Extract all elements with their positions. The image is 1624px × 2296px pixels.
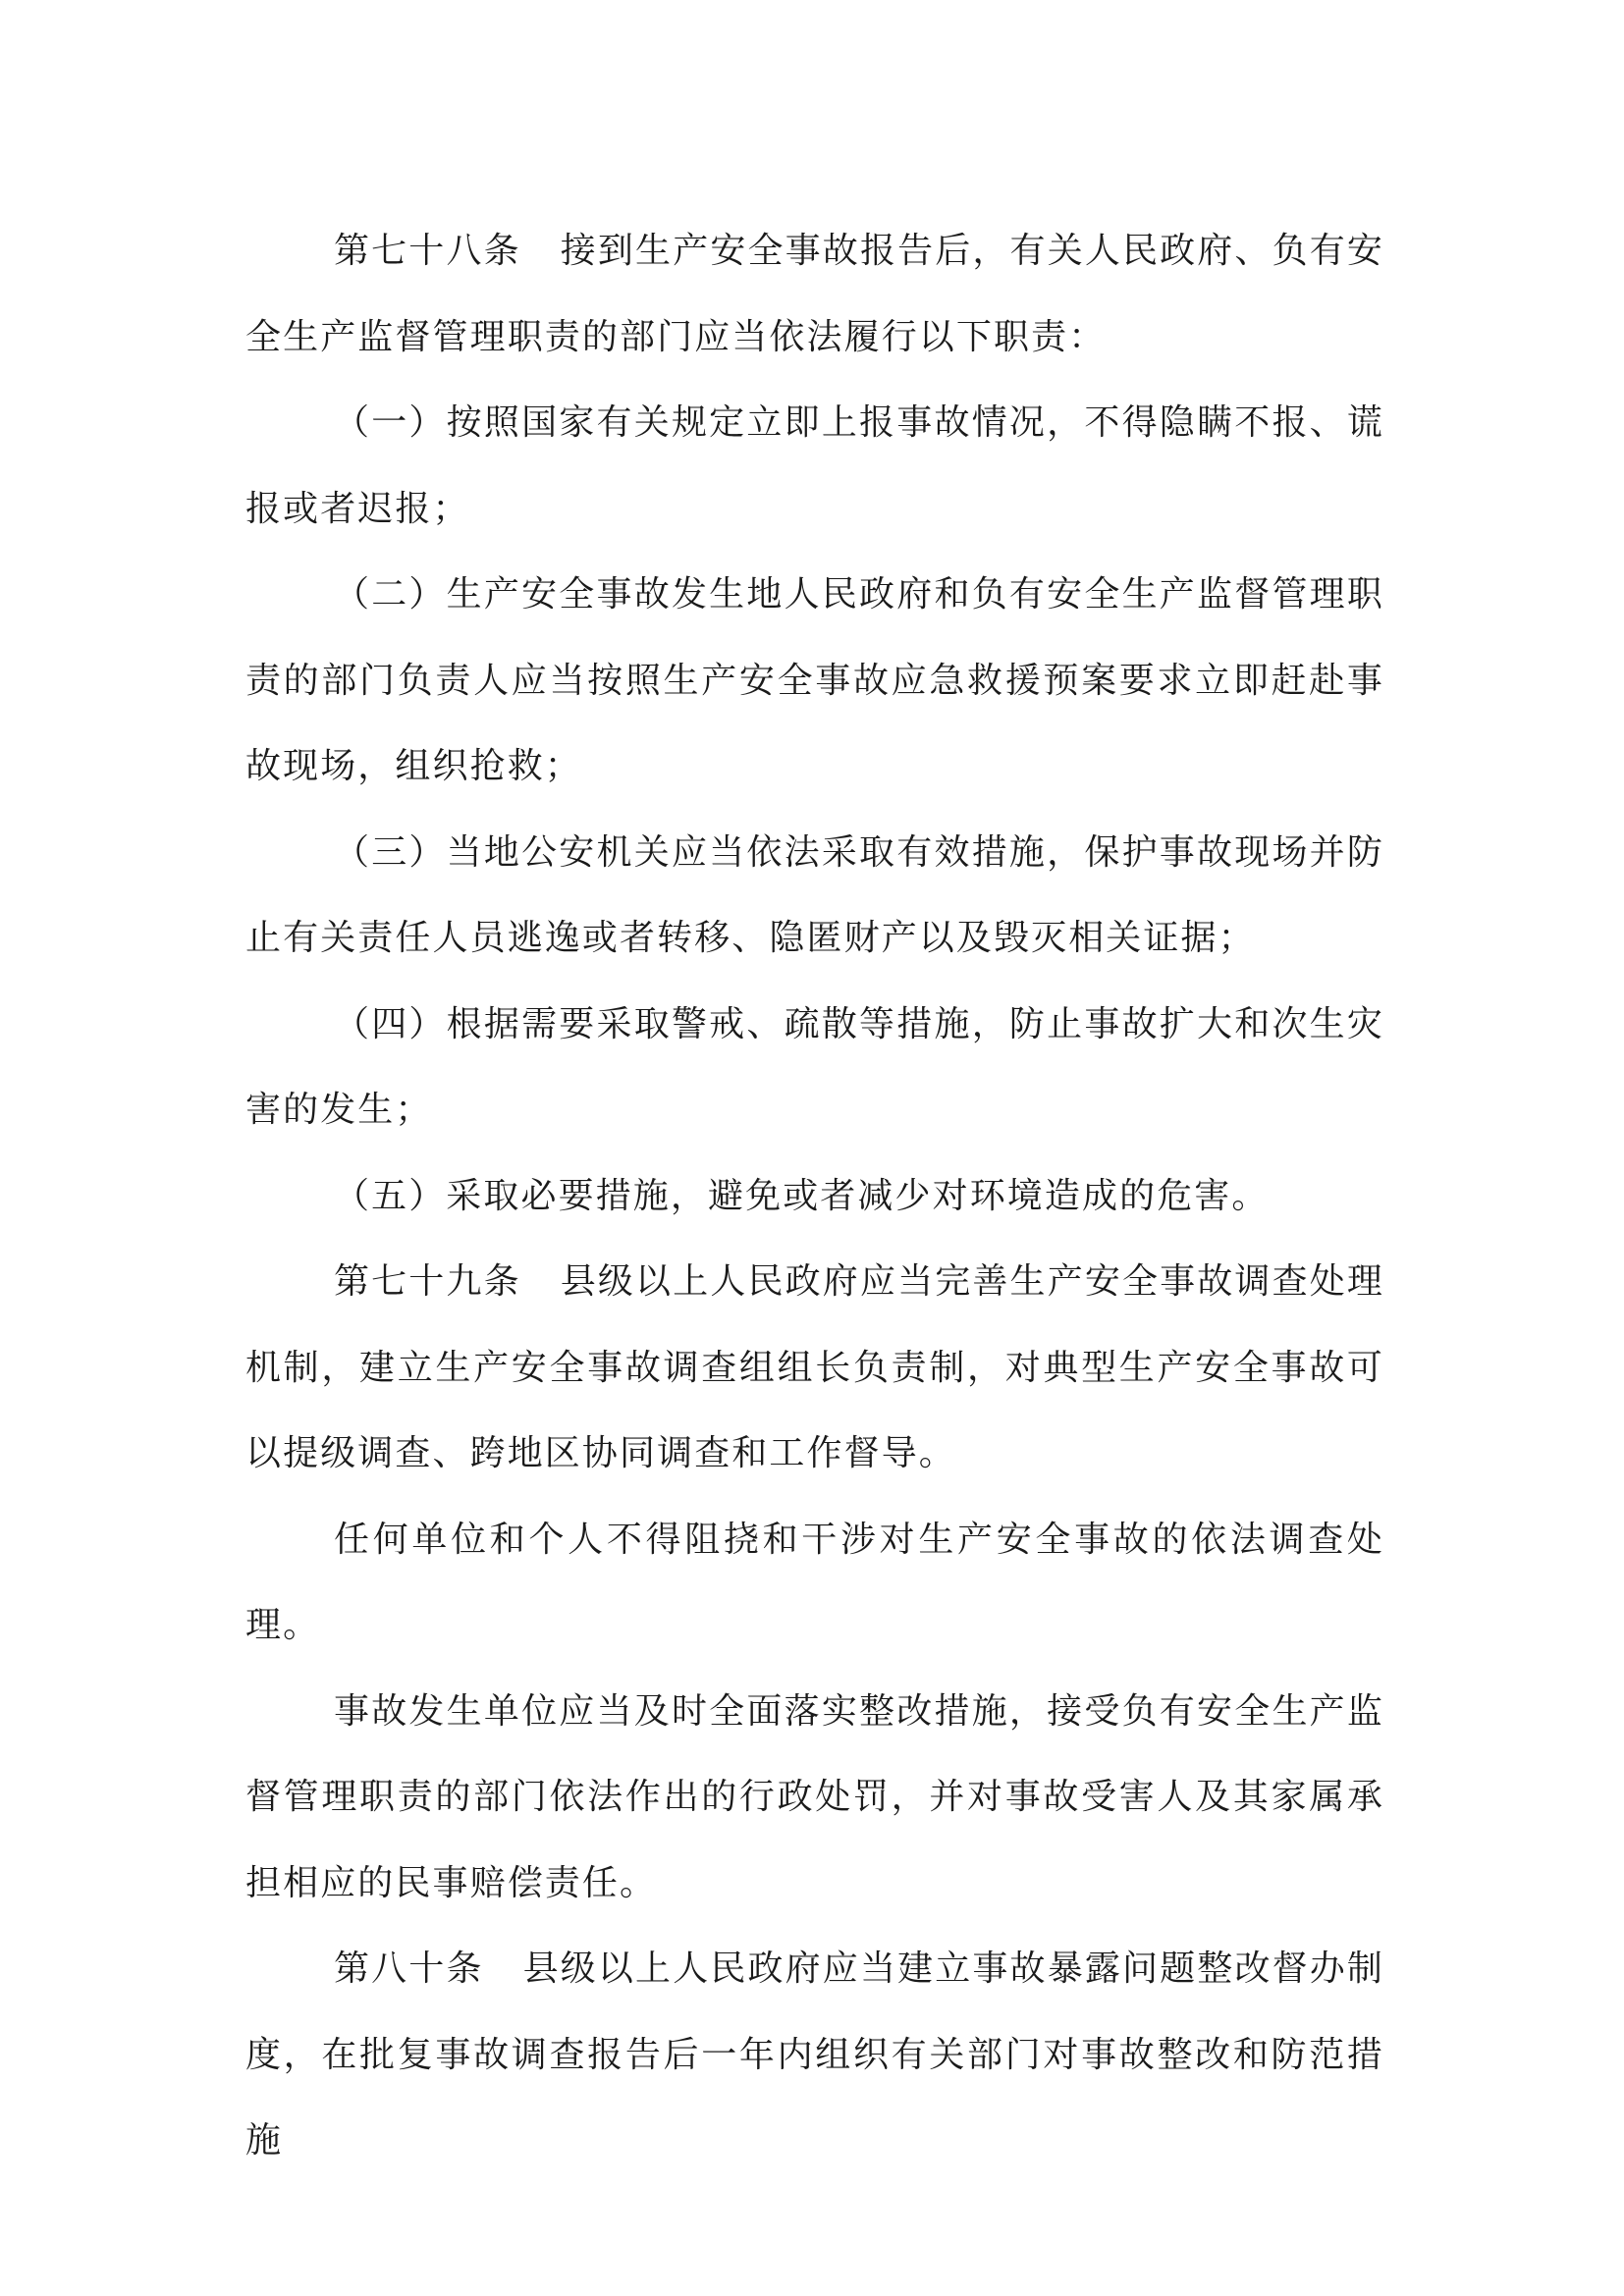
article-78-item-2 — [245, 552, 1384, 810]
paragraph-text: 县级以上人民政府应当完善生产安全事故调查处理机制，建立生产安全事故调查组组长负责制，对典型生产安全事故可以提级调查、跨地区协同调查和工作督导。 — [245, 1261, 1384, 1473]
article-number: 第七十九条 — [334, 1261, 521, 1302]
paragraph-text: （二）生产安全事故发生地人民政府和负有安全生产监督管理职责的部门负责人应当按照生产安全事故应急救援预案要求立即赶赴事故现场，组织抢救； — [245, 574, 1384, 786]
paragraph-text: （五）采取必要措施，避免或者减少对环境造成的危害。 — [334, 1175, 1270, 1216]
article-78-intro — [245, 208, 1384, 380]
paragraph-text: （一）按照国家有关规定立即上报事故情况，不得隐瞒不报、谎报或者迟报； — [245, 402, 1384, 529]
article-number: 第七十八条 — [334, 231, 521, 271]
article-79-para-2 — [245, 1497, 1384, 1669]
paragraph-text: 县级以上人民政府应当建立事故暴露问题整改督办制度，在批复事故调查报告后一年内组织有关部门对事故整改和防范措施 — [245, 1949, 1384, 2161]
article-78-item-3 — [245, 810, 1384, 982]
paragraph-text: 接到生产安全事故报告后，有关人民政府、负有安全生产监督管理职责的部门应当依法履行以下职责： — [245, 231, 1384, 357]
document-body — [245, 208, 1384, 2184]
article-80-intro — [245, 1926, 1384, 2184]
article-number: 第八十条 — [334, 1949, 484, 1989]
article-78-item-5 — [245, 1153, 1384, 1240]
article-79-para-3 — [245, 1669, 1384, 1927]
paragraph-text: 任何单位和个人不得阻挠和干涉对生产安全事故的依法调查处理。 — [245, 1519, 1384, 1645]
paragraph-text: 事故发生单位应当及时全面落实整改措施，接受负有安全生产监督管理职责的部门依法作出的行政处罚，并对事故受害人及其家属承担相应的民事赔偿责任。 — [245, 1690, 1384, 1903]
article-78-item-1 — [245, 380, 1384, 552]
article-78-item-4 — [245, 982, 1384, 1153]
article-79-intro — [245, 1239, 1384, 1497]
paragraph-text: （三）当地公安机关应当依法采取有效措施，保护事故现场并防止有关责任人员逃逸或者转移、隐匿财产以及毁灭相关证据； — [245, 831, 1384, 958]
paragraph-text: （四）根据需要采取警戒、疏散等措施，防止事故扩大和次生灾害的发生； — [245, 1003, 1384, 1130]
